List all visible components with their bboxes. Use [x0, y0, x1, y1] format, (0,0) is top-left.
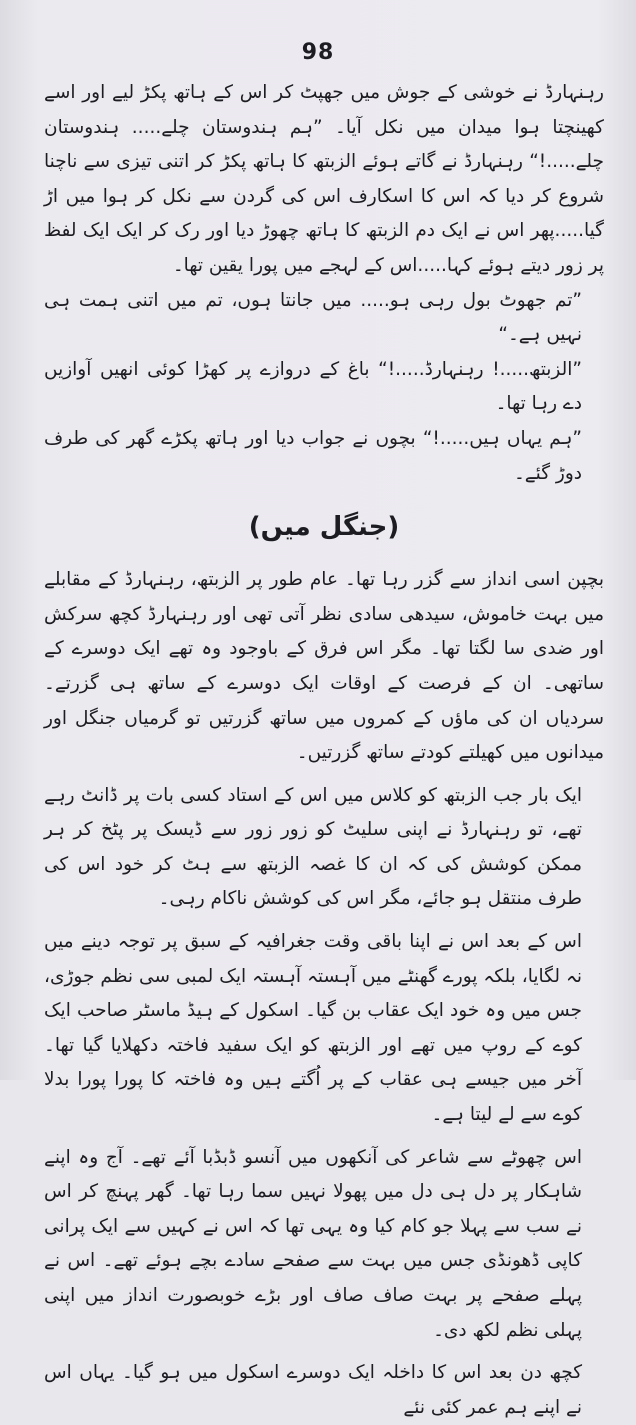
paragraph: اس کے بعد اس نے اپنا باقی وقت جغرافیہ کے سبق پر توجہ دینے میں نہ لگایا، بلکہ پورے گھنٹے میں آہستہ آہستہ ایک لمبی سی نظم جوڑی، جس میں وہ خود ایک عقاب بن گیا۔ اسکول کے ہیڈ ماسٹر صاحب ایک کوے کے روپ میں تھے اور الزبتھ کو ایک سفید فاختہ دکھلایا گیا تھا۔ آخر میں جیسے ہی عقاب کے پر اُگتے ہیں وہ فاختہ کا پورا پورا بدلا کوے سے لے لیتا ہے۔ [44, 931, 582, 1126]
paragraph: اس چھوٹے سے شاعر کی آنکھوں میں آنسو ڈبڈبا آئے تھے۔ آج وہ اپنے شاہکار پر دل ہی دل میں پھولا نہیں سما رہا تھا۔ گھر پہنچ کر اس نے سب سے پہلا جو کام کیا وہ یہی تھا کہ اس نے کہیں سے ایک پرانی کاپی ڈھونڈی جس میں بہت سے صفحے سادے بچے ہوئے تھے۔ اس نے پہلے صفحے پر بہت صاف صاف اور بڑے خوبصورت انداز میں اپنی پہلی نظم لکھ دی۔ [44, 1146, 582, 1341]
paragraph: ایک بار جب الزبتھ کو کلاس میں اس کے استاد کسی بات پر ڈانٹ رہے تھے، تو رہنہارڈ نے اپنی سلیٹ کو زور زور سے ڈیسک پر پٹخ کر ہر ممکن کوشش کی کہ ان کا غصہ الزبتھ سے ہٹ کر خود اس کی طرف منتقل ہو جائے، مگر اس کی کوشش ناکام رہی۔ [44, 784, 582, 910]
paragraph-gap [44, 771, 604, 779]
paragraph-gap [44, 1133, 604, 1141]
paragraph: رہنہارڈ نے خوشی کے جوش میں جھپٹ کر اس کے ہاتھ پکڑ لیے اور اسے کھینچتا ہوا میدان میں نکل آیا۔ ”ہم ہندوستان چلے..... ہندوستان چلے.....!“ رہنہارڈ نے گاتے ہوئے الزبتھ کا ہاتھ پکڑ کر اتنی تیزی سے ناچنا شروع کر دیا کہ اس کا اسکارف اس کی گردن سے نکل کر ہوا میں اڑ گیا.....پھر اس نے ایک دم الزبتھ کا ہاتھ چھوڑ دیا اور رک کر ایک ایک لفظ پر زور دیتے ہوئے کہا.....اس کے لہجے میں پورا یقین تھا۔ [44, 82, 604, 276]
page-number: 98 [301, 40, 335, 65]
paragraph: کچھ دن بعد اس کا داخلہ ایک دوسرے اسکول میں ہو گیا۔ یہاں اس نے اپنے ہم عمر کئی نئے [44, 1362, 582, 1418]
paragraph-gap [44, 1348, 604, 1356]
dialogue-line: ”تم جھوٹ بول رہی ہو..... میں جانتا ہوں، تم میں اتنی ہمت ہی نہیں ہے۔“ [44, 289, 582, 346]
paragraph: بچپن اسی انداز سے گزر رہا تھا۔ عام طور پر الزبتھ، رہنہارڈ کے مقابلے میں بہت خاموش، سیدھی سادی نظر آتی تھی اور رہنہارڈ کچھ سرکش اور ضدی سا لگتا تھا۔ مگر اس فرق کے باوجود وہ تھے ایک دوسرے کے ساتھی۔ ان کے فرصت کے اوقات ایک دوسرے کے ساتھ ہی گزرتے۔ سردیاں ان کی ماؤں کے کمروں میں ساتھ گزرتیں تو گرمیاں جنگل اور میدانوں میں کھیلتے کودتے ساتھ گزرتیں۔ [44, 569, 604, 764]
body-text [44, 76, 604, 1425]
paragraph-gap [44, 917, 604, 925]
dialogue-line: ”ہم یہاں ہیں.....!“ بچوں نے جواب دیا اور ہاتھ پکڑے گھر کی طرف دوڑ گئے۔ [44, 427, 582, 484]
dialogue-line: ”الزبتھ.....! رہنہارڈ.....!“ باغ کے دروازے پر کھڑا کوئی انھیں آوازیں دے رہا تھا۔ [44, 358, 582, 415]
chapter-heading: (جنگل میں) [248, 512, 400, 543]
